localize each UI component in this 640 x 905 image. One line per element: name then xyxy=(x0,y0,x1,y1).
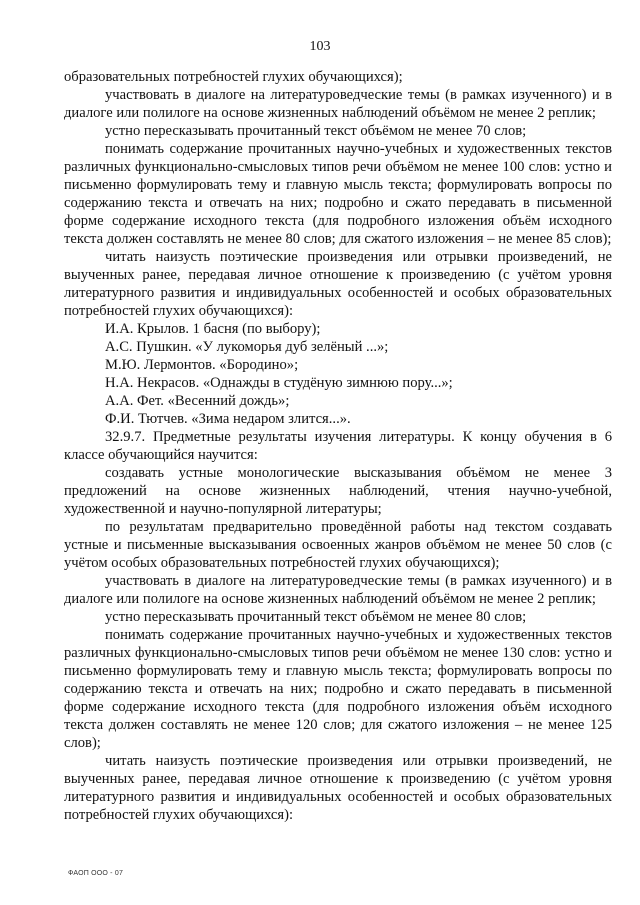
paragraph: образовательных потребностей глухих обучающихся); xyxy=(64,69,403,85)
poem-list-item: А.С. Пушкин. «У лукоморья дуб зелёный ...»; xyxy=(105,339,389,355)
section-heading-paragraph: 32.9.7. Предметные результаты изучения литературы. К концу обучения в 6 классе обучающийся научится: xyxy=(64,429,612,463)
footer-label: ФАОП ООО - 07 xyxy=(68,870,124,877)
paragraph: читать наизусть поэтические произведения или отрывки произведений, не выученных ранее, передавая личное отношение к произведению (с учётом уровня литературного развития и индивидуальных особенностей и особых образовательных потребностей глухих обучающихся): xyxy=(64,249,612,319)
paragraph: создавать устные монологические высказывания объёмом не менее 3 предложений на основе жизненных наблюдений, чтения научно-учебной, художественной и научно-популярной литературы; xyxy=(64,465,612,517)
poem-list-item: М.Ю. Лермонтов. «Бородино»; xyxy=(105,357,299,373)
paragraph: устно пересказывать прочитанный текст объёмом не менее 70 слов; xyxy=(105,123,527,139)
paragraph: по результатам предварительно проведённой работы над текстом создавать устные и письменные высказывания освоенных жанров объёмом не менее 50 слов (с учётом особых образовательных потребностей глухих обучающихся); xyxy=(64,519,612,571)
paragraph: читать наизусть поэтические произведения или отрывки произведений, не выученных ранее, передавая личное отношение к произведению (с учётом уровня литературного развития и индивидуальных особенностей и особых образовательных потребностей глухих обучающихся): xyxy=(64,753,612,823)
poem-list-item: Н.А. Некрасов. «Однажды в студёную зимнюю пору...»; xyxy=(105,375,453,391)
paragraph: устно пересказывать прочитанный текст объёмом не менее 80 слов; xyxy=(105,609,527,625)
poem-list-item: И.А. Крылов. 1 басня (по выбору); xyxy=(105,321,321,337)
document-body xyxy=(64,68,612,824)
page-number: 103 xyxy=(309,39,331,54)
poem-list-item: Ф.И. Тютчев. «Зима недаром злится...». xyxy=(105,411,351,427)
paragraph: понимать содержание прочитанных научно-учебных и художественных текстов различных функционально-смысловых типов речи объёмом не менее 130 слов: устно и письменно формулировать тему и главную мысль текста; формулировать вопросы по содержанию текста и отвечать на них; подробно и сжато передавать в письменной форме содержание исходного текста (для подробного изложения объём исходного текста должен составлять не менее 120 слов; для сжатого изложения – не менее 125 слов); xyxy=(64,627,612,751)
paragraph: понимать содержание прочитанных научно-учебных и художественных текстов различных функционально-смысловых типов речи объёмом не менее 100 слов: устно и письменно формулировать тему и главную мысль текста; формулировать вопросы по содержанию текста и отвечать на них; подробно и сжато передавать в письменной форме содержание исходного текста (для подробного изложения объём исходного текста должен составлять не менее 80 слов; для сжатого изложения – не менее 85 слов); xyxy=(64,141,612,247)
paragraph: участвовать в диалоге на литературоведческие темы (в рамках изученного) и в диалоге или полилоге на основе жизненных наблюдений объёмом не менее 2 реплик; xyxy=(64,87,612,121)
poem-list-item: А.А. Фет. «Весенний дождь»; xyxy=(105,393,290,409)
paragraph: участвовать в диалоге на литературоведческие темы (в рамках изученного) и в диалоге или полилоге на основе жизненных наблюдений объёмом не менее 2 реплик; xyxy=(64,573,612,607)
